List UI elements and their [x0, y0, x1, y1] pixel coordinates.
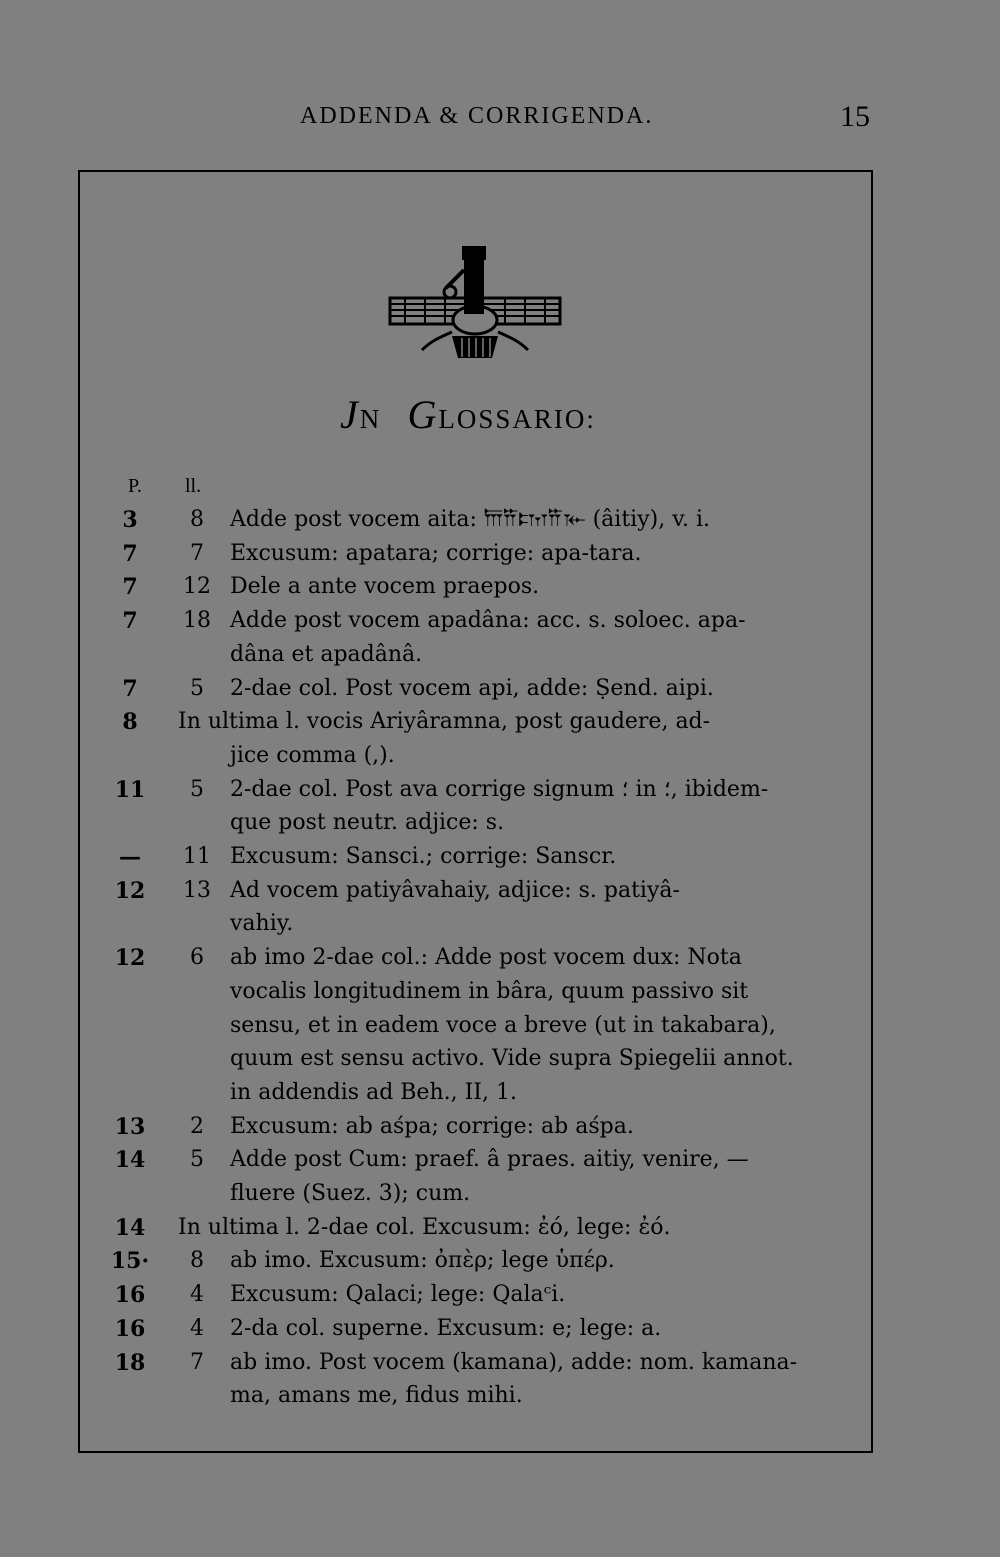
corrigenda-line	[0, 604, 1000, 638]
page-ref: 15·	[110, 1248, 150, 1275]
line-ref: 8	[190, 1248, 204, 1274]
page-ref: 7	[122, 574, 138, 601]
correction-text: Adde post Cum: praef. â praes. aitiy, venire, —	[230, 1147, 749, 1173]
line-ref: 5	[190, 776, 204, 802]
page-ref: 7	[122, 608, 138, 635]
corrigenda-line	[0, 705, 1000, 739]
corrigenda-line	[0, 1211, 1000, 1245]
line-ref: 7	[190, 540, 204, 566]
correction-text: vocalis longitudinem in bâra, quum passivo sit	[230, 978, 749, 1004]
correction-text: Excusum: Qalaci; lege: Qalaᶜi.	[230, 1282, 566, 1308]
correction-text: in addendis ad Beh., II, 1.	[230, 1079, 517, 1105]
correction-text: Excusum: Sansci.; corrige: Sanscr.	[230, 844, 617, 869]
line-ref: 12	[183, 574, 211, 600]
line-ref: 4	[190, 1315, 204, 1341]
corrigenda-line	[0, 672, 1000, 706]
correction-text: quum est sensu activo. Vide supra Spiegelii annot.	[230, 1046, 794, 1072]
corrigenda-line	[0, 537, 1000, 571]
page-ref: 7	[122, 540, 138, 567]
corrigenda-line	[0, 773, 1000, 807]
correction-text: sensu, et in eadem voce a breve (ut in takabara),	[230, 1012, 776, 1038]
corrigenda-line	[0, 570, 1000, 604]
page-ref: 14	[114, 1214, 146, 1241]
correction-text: ab imo. Post vocem (kamana), adde: nom. kamana-	[230, 1349, 798, 1375]
line-ref: 5	[190, 1147, 204, 1173]
correction-text: ab imo. Excusum: ὀπὲρ; lege ὑπέρ.	[230, 1248, 615, 1274]
page-number: 15	[840, 100, 870, 133]
corrigenda-line	[0, 1244, 1000, 1278]
title-rest-1: N	[359, 404, 382, 434]
correction-text: ma, amans me, fidus mihi.	[230, 1383, 523, 1409]
corrigenda-line	[0, 503, 1000, 537]
running-head: ADDENDA & CORRIGENDA.	[300, 103, 654, 129]
correction-text: fluere (Suez. 3); cum.	[230, 1181, 471, 1206]
page-ref: 14	[114, 1147, 146, 1174]
line-ref: 5	[190, 675, 204, 701]
page-ref: 16	[114, 1315, 146, 1342]
line-ref: 6	[190, 945, 204, 971]
line-ref: 7	[190, 1349, 204, 1375]
page-ref: —	[119, 844, 141, 870]
correction-text: 2-da col. superne. Excusum: e; lege: a.	[230, 1315, 662, 1341]
title-rest-2: LOSSARIO:	[438, 404, 596, 434]
line-ref: 8	[190, 507, 204, 532]
correction-text: 2-dae col. Post vocem api, adde: Ṣend. aipi.	[230, 675, 714, 701]
section-title	[340, 392, 596, 437]
correction-text: ab imo 2-dae col.: Adde post vocem dux: Nota	[230, 945, 742, 971]
title-initial-1: J	[340, 392, 360, 437]
corrigenda-line	[0, 1312, 1000, 1346]
correction-text: que post neutr. adjice: s.	[230, 810, 505, 836]
page-ref: 8	[122, 709, 138, 736]
correction-text: vahiy.	[230, 911, 294, 937]
page-ref: 16	[114, 1282, 146, 1309]
corrigenda-line	[0, 1110, 1000, 1144]
corrigenda-line	[0, 1346, 1000, 1380]
correction-text: Dele a ante vocem praepos.	[230, 574, 540, 600]
corrigenda-line	[0, 874, 1000, 908]
corrigenda-line	[0, 1278, 1000, 1312]
line-column-label: ll.	[185, 475, 202, 497]
page-ref: 18	[114, 1349, 146, 1376]
line-ref: 4	[190, 1282, 204, 1308]
line-ref: 13	[183, 877, 211, 903]
corrigenda-line	[0, 1076, 1000, 1110]
corrigenda-line	[0, 941, 1000, 975]
page-ref: 12	[114, 877, 146, 904]
correction-text: dâna et apadânâ.	[230, 641, 423, 667]
line-ref: 18	[183, 608, 211, 634]
corrigenda-line	[0, 840, 1000, 874]
corrigenda-line	[0, 907, 1000, 941]
correction-text: Ad vocem patiyâvahaiy, adjice: s. patiyâ-	[230, 877, 680, 903]
corrigenda-line	[0, 1009, 1000, 1043]
correction-text: 2-dae col. Post ava corrige signum ؛ in ؛, ibidem-	[230, 776, 769, 802]
faravahar-emblem-icon	[380, 240, 570, 365]
line-ref: 2	[190, 1113, 204, 1139]
page-ref: 7	[122, 675, 138, 702]
corrigenda-line	[0, 1379, 1000, 1413]
correction-text: In ultima l. 2-dae col. Excusum: ἐό, lege: ἐό.	[178, 1214, 671, 1240]
corrigenda-line	[0, 638, 1000, 672]
page-ref: 3	[122, 507, 138, 533]
page-ref: 11	[114, 776, 146, 803]
correction-text: Adde post vocem apadâna: acc. s. soloec. apa-	[230, 608, 746, 634]
correction-text: Adde post vocem aita: 𐎠𐎡𐎫𐎡𐎹 (âitiy), v. i.	[230, 507, 711, 532]
corrigenda-line	[0, 975, 1000, 1009]
page-ref: 13	[114, 1113, 146, 1140]
corrigenda-line	[0, 1042, 1000, 1076]
correction-text: In ultima l. vocis Ariyâramna, post gaudere, ad-	[178, 709, 711, 735]
correction-text: jice comma (,).	[230, 742, 395, 768]
correction-text: Excusum: ab aśpa; corrige: ab aśpa.	[230, 1113, 634, 1139]
corrigenda-line	[0, 1143, 1000, 1177]
title-initial-2: G	[407, 392, 439, 437]
corrigenda-line	[0, 806, 1000, 840]
page-column-label: P.	[128, 475, 142, 497]
corrigenda-line	[0, 1177, 1000, 1211]
correction-text: Excusum: apatara; corrige: apa-tara.	[230, 540, 642, 566]
corrigenda-line	[0, 739, 1000, 773]
page-ref: 12	[114, 945, 146, 972]
line-ref: 11	[183, 844, 211, 869]
